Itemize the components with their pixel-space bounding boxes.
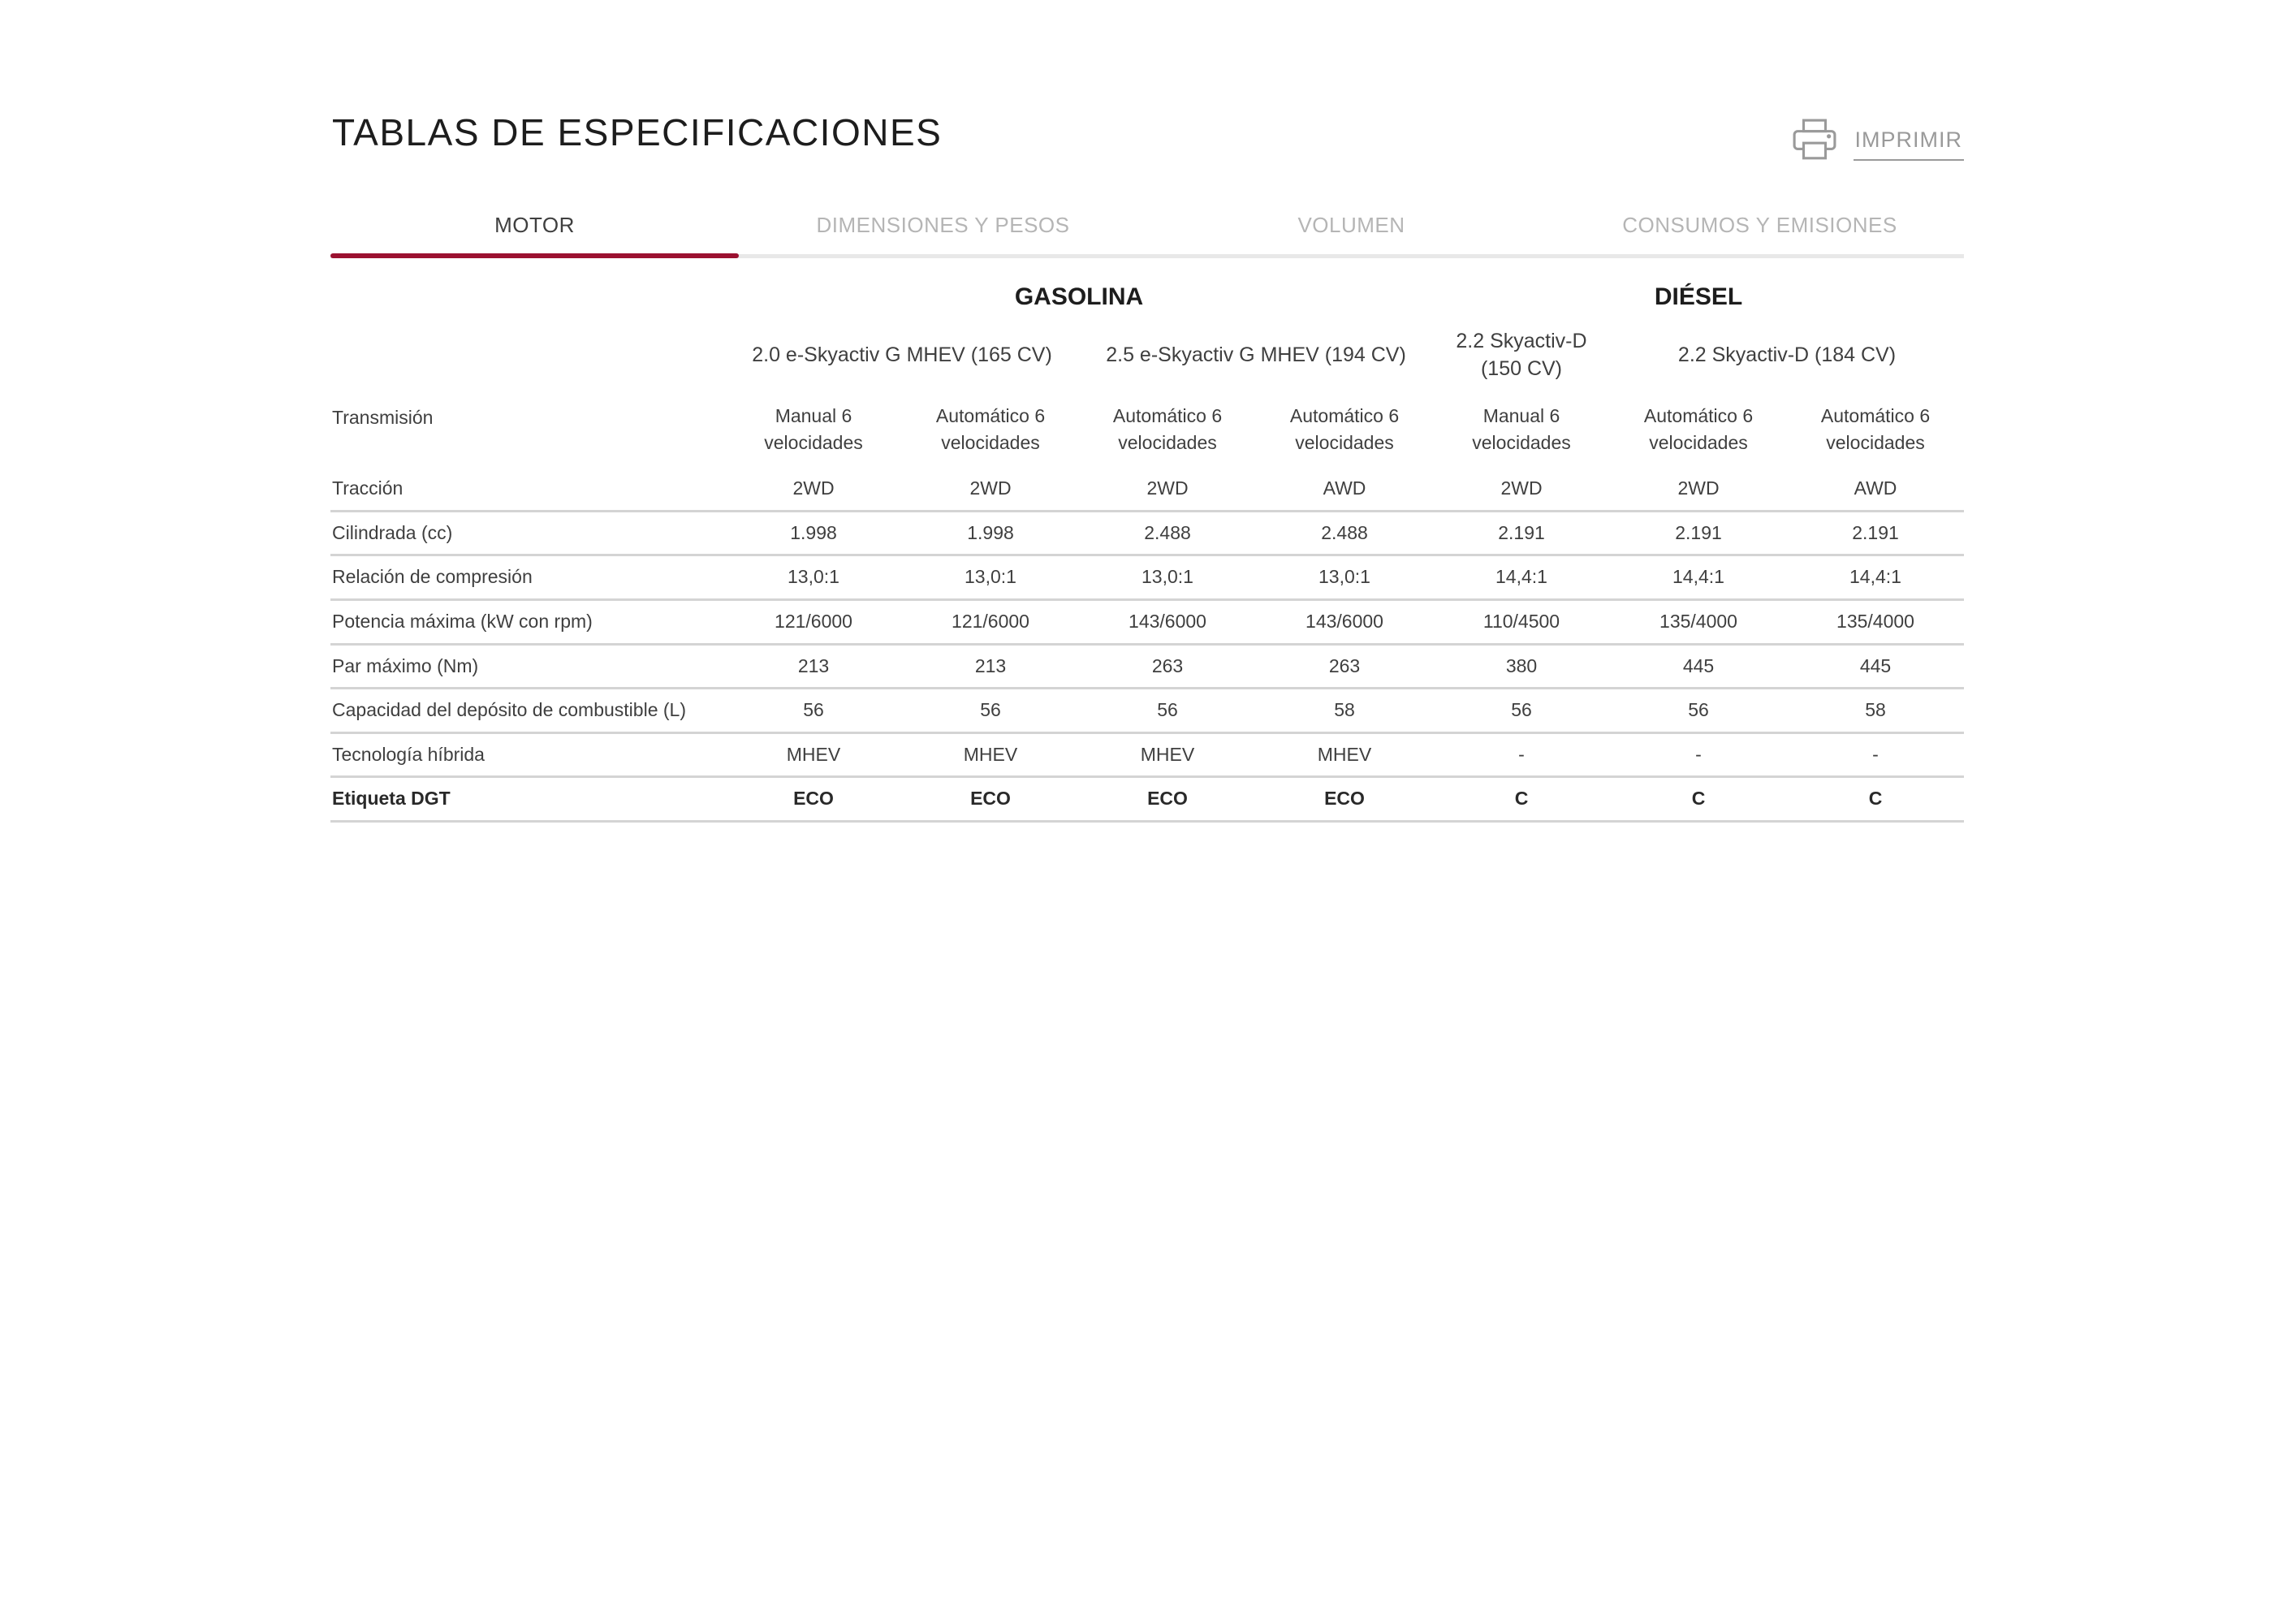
spec-row-label: Tecnología híbrida — [332, 743, 485, 765]
fuel-group-spacer — [330, 287, 725, 300]
spec-value: 445 — [1682, 654, 1715, 676]
engine-header: 2.0 e-Skyactiv G MHEV (165 CV) — [752, 343, 1052, 366]
spec-value: 121/6000 — [775, 610, 852, 632]
spec-value: 2WD — [1677, 477, 1720, 499]
spec-value: 2.488 — [1144, 521, 1191, 543]
spec-value: 58 — [1865, 699, 1886, 721]
spec-value: MHEV — [1140, 743, 1195, 765]
spec-value: 56 — [1157, 699, 1178, 721]
spec-value: Manual 6 velocidades — [1472, 404, 1571, 453]
spec-value: 56 — [803, 699, 824, 721]
spec-value: 143/6000 — [1129, 610, 1206, 632]
spec-value: 263 — [1328, 654, 1361, 676]
spec-row-label: Relación de compresión — [332, 566, 533, 588]
spec-value: MHEV — [786, 743, 841, 765]
spec-value: Automático 6 velocidades — [1820, 404, 1931, 453]
spec-row — [330, 512, 1964, 557]
spec-value: AWD — [1323, 477, 1366, 499]
spec-row-label: Potencia máxima (kW con rpm) — [332, 610, 593, 632]
spec-value: Automático 6 velocidades — [935, 404, 1046, 453]
specifications-page — [330, 0, 1964, 893]
spec-value: - — [1518, 743, 1525, 765]
spec-row — [330, 556, 1964, 601]
spec-value: ECO — [1324, 788, 1365, 810]
spec-value: 1.998 — [790, 521, 837, 543]
tab-dimensiones-y-pesos[interactable]: DIMENSIONES Y PESOS — [739, 203, 1147, 254]
spec-value: 58 — [1334, 699, 1355, 721]
engine-header-spacer — [330, 343, 725, 367]
spec-value: AWD — [1854, 477, 1897, 499]
fuel-group-header: GASOLINA — [1014, 283, 1144, 310]
fuel-group-header: DIÉSEL — [1654, 283, 1743, 310]
spec-row-label: Transmisión — [332, 406, 434, 428]
spec-value: 380 — [1505, 654, 1538, 676]
spec-value: 135/4000 — [1659, 610, 1737, 632]
spec-value: 13,0:1 — [1142, 566, 1193, 588]
spec-row — [330, 734, 1964, 779]
spec-value: 2.191 — [1498, 521, 1545, 543]
spec-value: 13,0:1 — [1318, 566, 1370, 588]
spec-value: 2.191 — [1852, 521, 1899, 543]
spec-value: 56 — [1511, 699, 1532, 721]
spec-value: ECO — [970, 788, 1011, 810]
page-title: TABLAS DE ESPECIFICACIONES — [332, 111, 943, 153]
spec-value: 213 — [974, 654, 1007, 676]
spec-value: C — [1514, 788, 1529, 810]
spec-row-label: Etiqueta DGT — [332, 788, 451, 810]
spec-value: 14,4:1 — [1849, 566, 1901, 588]
spec-row-label: Tracción — [332, 477, 404, 499]
spec-value: 56 — [980, 699, 1001, 721]
spec-value: - — [1695, 743, 1702, 765]
spec-row — [330, 601, 1964, 646]
spec-value: 143/6000 — [1306, 610, 1383, 632]
spec-value: 56 — [1688, 699, 1709, 721]
spec-row-label: Par máximo (Nm) — [332, 654, 479, 676]
spec-value: MHEV — [963, 743, 1018, 765]
spec-value: 2WD — [792, 477, 835, 499]
spec-value: 2.191 — [1675, 521, 1722, 543]
spec-value: 14,4:1 — [1672, 566, 1724, 588]
spec-value: 121/6000 — [952, 610, 1029, 632]
spec-value: - — [1872, 743, 1879, 765]
spec-value: 13,0:1 — [788, 566, 839, 588]
spec-row-label: Cilindrada (cc) — [332, 521, 453, 543]
spec-value: ECO — [1147, 788, 1188, 810]
spec-value: 263 — [1151, 654, 1184, 676]
print-button-label: IMPRIMIR — [1854, 127, 1965, 161]
spec-tabs — [330, 203, 1964, 258]
engine-header: 2.2 Skyactiv-D (184 CV) — [1677, 343, 1897, 366]
spec-value: 2WD — [1500, 477, 1543, 499]
spec-value: Automático 6 velocidades — [1112, 404, 1223, 453]
tab-consumos-y-emisiones[interactable]: CONSUMOS Y EMISIONES — [1556, 203, 1964, 254]
tab-volumen[interactable]: VOLUMEN — [1147, 203, 1556, 254]
spec-row — [330, 689, 1964, 734]
engine-header-row — [330, 315, 1964, 395]
spec-value: 13,0:1 — [965, 566, 1016, 588]
spec-row — [330, 646, 1964, 690]
spec-value: 2WD — [969, 477, 1012, 499]
spec-value: Manual 6 velocidades — [764, 404, 863, 453]
spec-value: 1.998 — [967, 521, 1014, 543]
spec-value: 14,4:1 — [1495, 566, 1547, 588]
spec-value: 2WD — [1146, 477, 1189, 499]
spec-value: ECO — [793, 788, 834, 810]
fuel-group-row — [330, 273, 1964, 315]
spec-value: 110/4500 — [1482, 610, 1560, 632]
spec-row — [330, 778, 1964, 823]
spec-value: 2.488 — [1321, 521, 1368, 543]
spec-value: C — [1868, 788, 1883, 810]
spec-row-label: Capacidad del depósito de combustible (L) — [332, 699, 686, 721]
spec-value: C — [1691, 788, 1706, 810]
spec-value: MHEV — [1317, 743, 1372, 765]
printer-icon — [1792, 119, 1837, 161]
spec-row — [330, 395, 1964, 469]
spec-value: 135/4000 — [1836, 610, 1914, 632]
spec-table — [330, 273, 1964, 823]
tab-motor[interactable]: MOTOR — [330, 203, 739, 254]
print-button[interactable] — [1792, 119, 1965, 161]
engine-header: 2.2 Skyactiv-D (150 CV) — [1456, 330, 1587, 380]
spec-value: Automático 6 velocidades — [1289, 404, 1400, 453]
spec-row — [330, 468, 1964, 512]
engine-header: 2.5 e-Skyactiv G MHEV (194 CV) — [1106, 343, 1406, 366]
spec-value: 213 — [797, 654, 830, 676]
spec-value: 445 — [1859, 654, 1892, 676]
spec-value: Automático 6 velocidades — [1643, 404, 1754, 453]
